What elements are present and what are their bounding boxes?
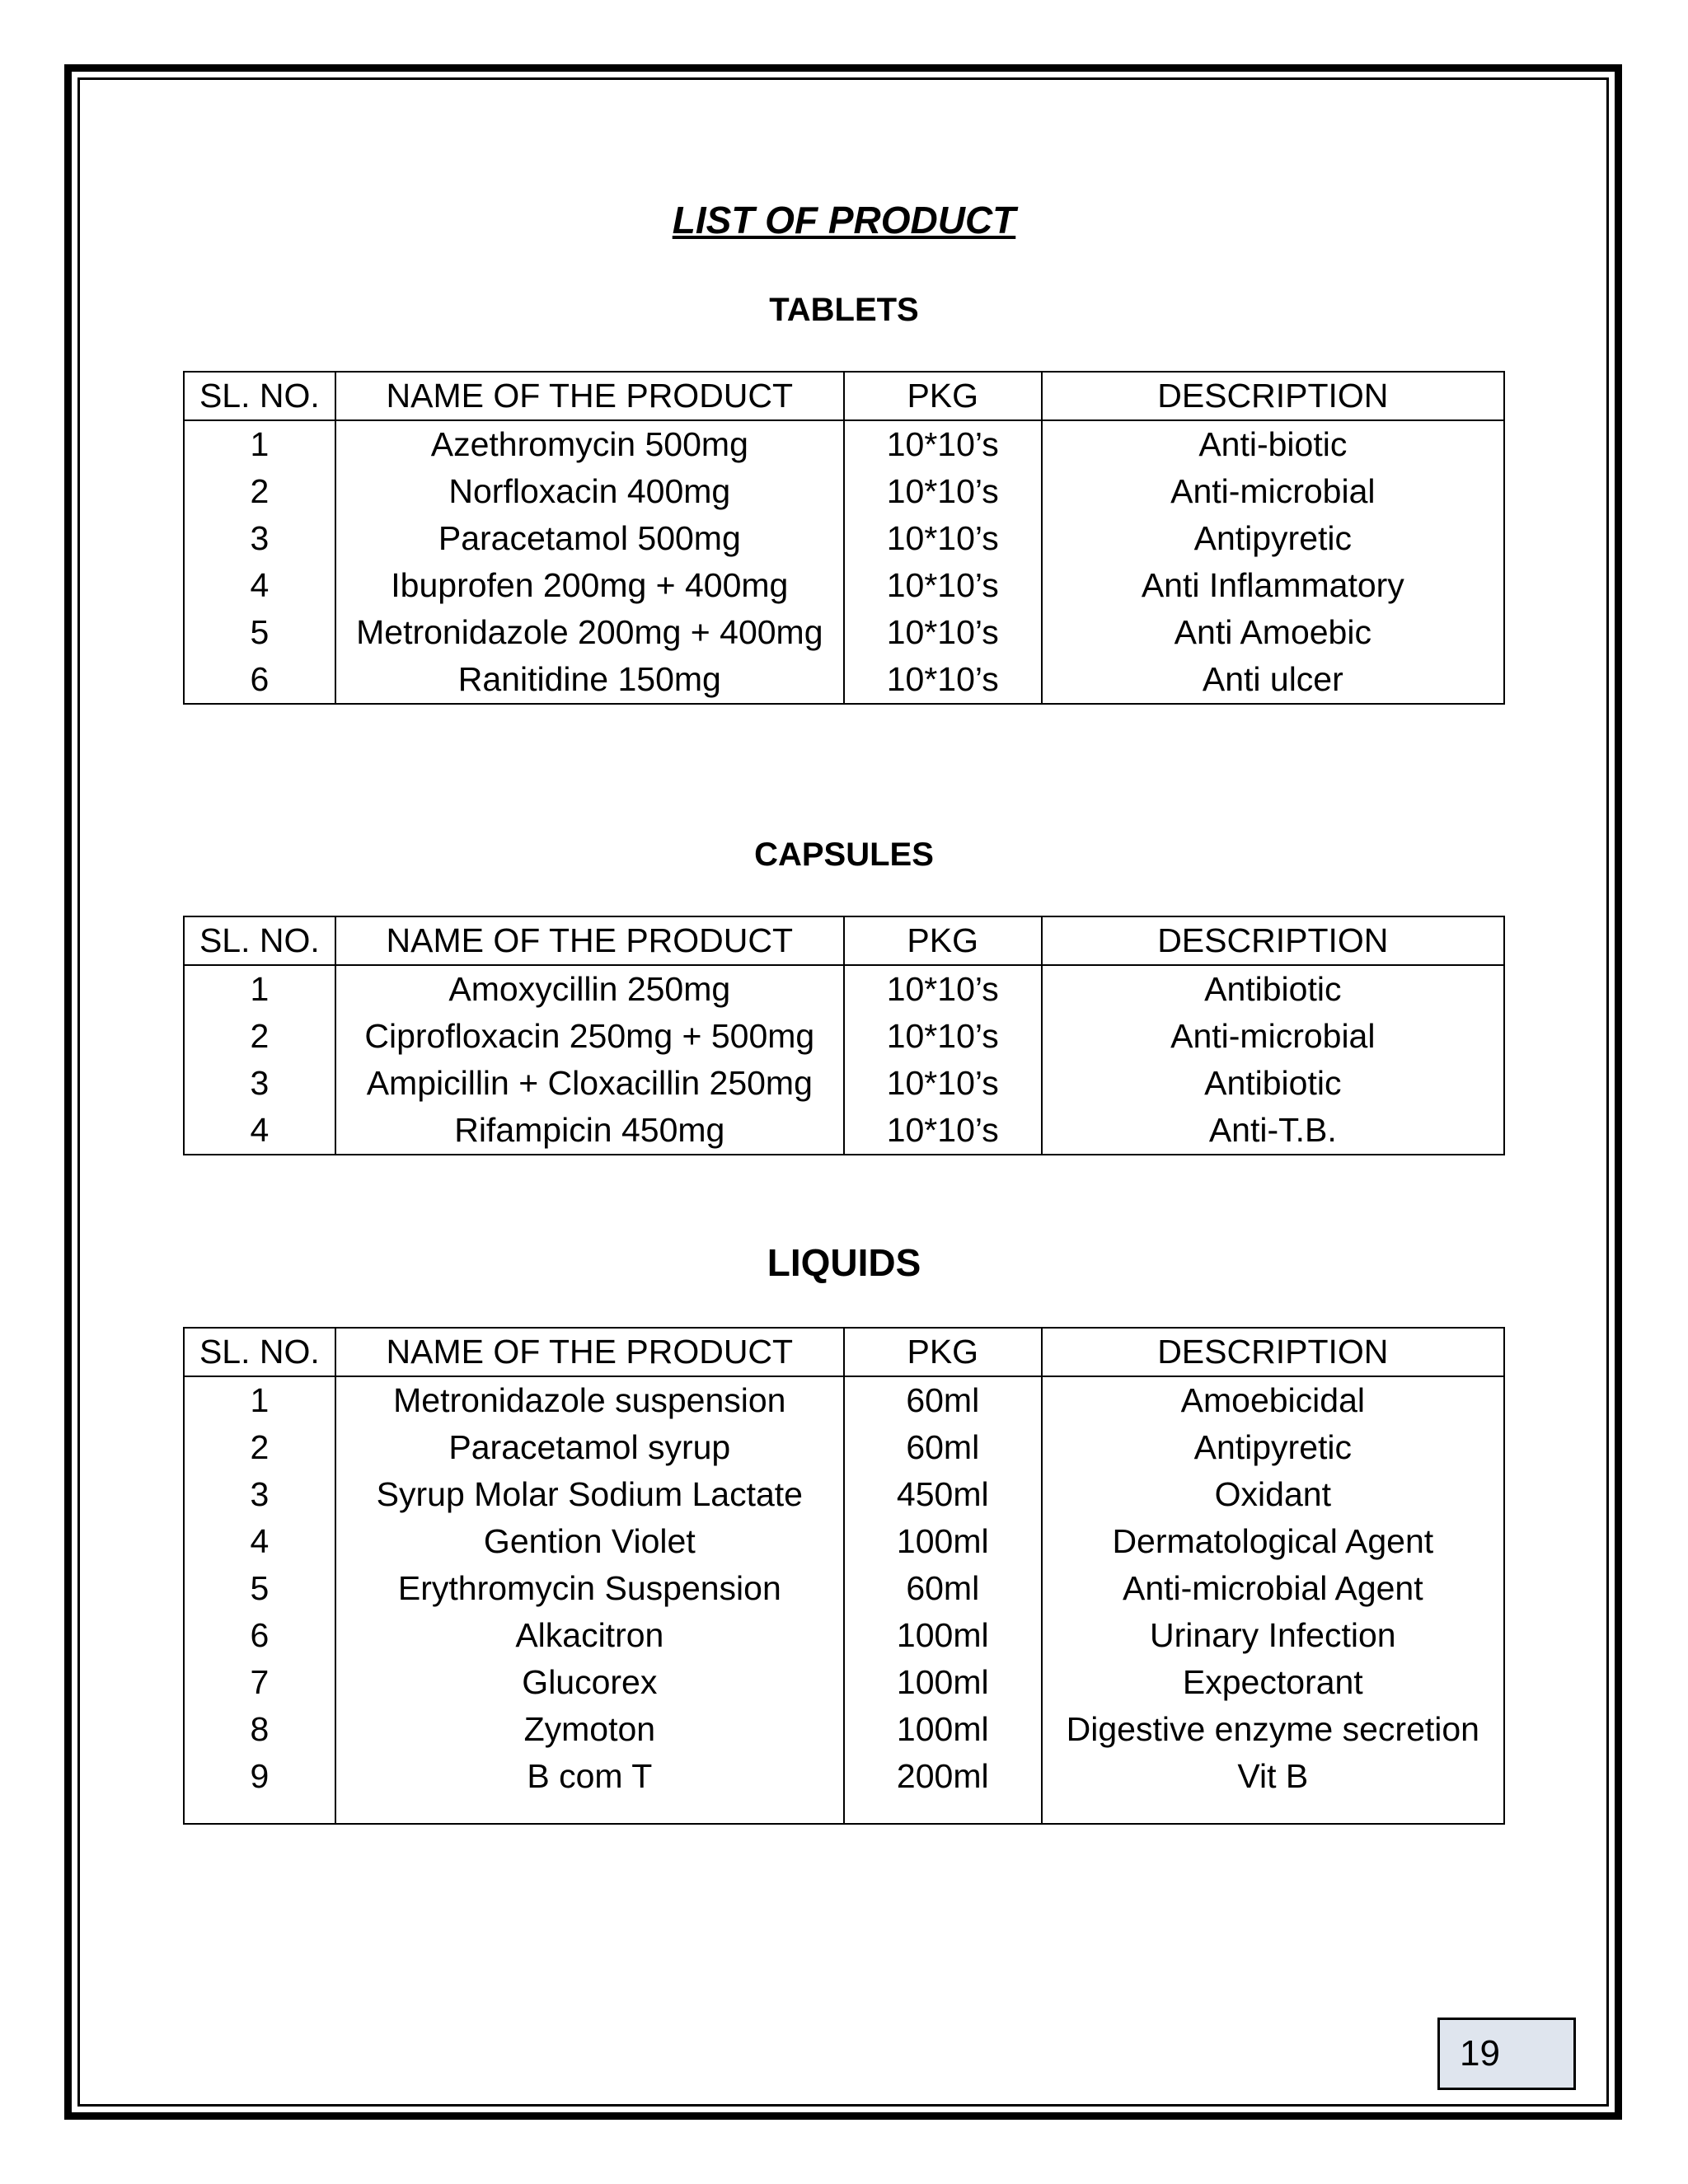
tablets-table (183, 371, 1505, 705)
sl-no-cell: 4 (184, 1107, 335, 1155)
table-row (184, 1471, 1504, 1518)
table-row (184, 515, 1504, 562)
description-cell: Anti ulcer (1042, 656, 1504, 704)
sl-no-cell: 3 (184, 515, 335, 562)
capsules-table (183, 916, 1505, 1155)
sl-no-cell: 7 (184, 1659, 335, 1706)
pkg-cell: 60ml (844, 1376, 1042, 1424)
product-name-cell: Ranitidine 150mg (335, 656, 844, 704)
table-empty-row (184, 1800, 1504, 1824)
empty-cell (844, 1800, 1042, 1824)
sl-no-cell: 2 (184, 1424, 335, 1471)
sl-no-cell: 1 (184, 420, 335, 468)
table-header-row (184, 1328, 1504, 1376)
header-product-name: NAME OF THE PRODUCT (335, 372, 844, 420)
product-name-cell: Metronidazole 200mg + 400mg (335, 609, 844, 656)
pkg-cell: 10*10’s (844, 1060, 1042, 1107)
sl-no-cell: 6 (184, 1612, 335, 1659)
pkg-cell: 10*10’s (844, 1013, 1042, 1060)
description-cell: Anti-microbial Agent (1042, 1565, 1504, 1612)
pkg-cell: 10*10’s (844, 562, 1042, 609)
pkg-cell: 10*10’s (844, 656, 1042, 704)
product-name-cell: Ibuprofen 200mg + 400mg (335, 562, 844, 609)
product-name-cell: Erythromycin Suspension (335, 1565, 844, 1612)
table-row (184, 1424, 1504, 1471)
header-description: DESCRIPTION (1042, 1328, 1504, 1376)
pkg-cell: 10*10’s (844, 1107, 1042, 1155)
pkg-cell: 100ml (844, 1706, 1042, 1753)
pkg-cell: 10*10’s (844, 468, 1042, 515)
sl-no-cell: 5 (184, 1565, 335, 1612)
header-description: DESCRIPTION (1042, 916, 1504, 965)
product-name-cell: Zymoton (335, 1706, 844, 1753)
description-cell: Digestive enzyme secretion (1042, 1706, 1504, 1753)
pkg-cell: 60ml (844, 1565, 1042, 1612)
table-row (184, 1013, 1504, 1060)
description-cell: Urinary Infection (1042, 1612, 1504, 1659)
pkg-cell: 60ml (844, 1424, 1042, 1471)
table-row (184, 1659, 1504, 1706)
table-row (184, 420, 1504, 468)
sl-no-cell: 9 (184, 1753, 335, 1800)
product-name-cell: Ampicillin + Cloxacillin 250mg (335, 1060, 844, 1107)
table-row (184, 1612, 1504, 1659)
product-name-cell: Azethromycin 500mg (335, 420, 844, 468)
sl-no-cell: 1 (184, 1376, 335, 1424)
table-row (184, 1518, 1504, 1565)
header-pkg: PKG (844, 1328, 1042, 1376)
description-cell: Antipyretic (1042, 1424, 1504, 1471)
description-cell: Anti-microbial (1042, 1013, 1504, 1060)
table-row (184, 1565, 1504, 1612)
empty-cell (184, 1800, 335, 1824)
pkg-cell: 100ml (844, 1518, 1042, 1565)
sl-no-cell: 4 (184, 562, 335, 609)
product-name-cell: Ciprofloxacin 250mg + 500mg (335, 1013, 844, 1060)
table-row (184, 1753, 1504, 1800)
product-name-cell: Paracetamol syrup (335, 1424, 844, 1471)
pkg-cell: 200ml (844, 1753, 1042, 1800)
header-pkg: PKG (844, 372, 1042, 420)
table-row (184, 1060, 1504, 1107)
pkg-cell: 10*10’s (844, 609, 1042, 656)
table-header-row (184, 372, 1504, 420)
description-cell: Anti Inflammatory (1042, 562, 1504, 609)
document-title: LIST OF PRODUCT (672, 199, 1016, 241)
sl-no-cell: 6 (184, 656, 335, 704)
empty-cell (335, 1800, 844, 1824)
table-row (184, 562, 1504, 609)
sl-no-cell: 2 (184, 468, 335, 515)
sl-no-cell: 4 (184, 1518, 335, 1565)
capsules-heading: CAPSULES (754, 837, 934, 873)
description-cell: Anti-T.B. (1042, 1107, 1504, 1155)
table-row (184, 609, 1504, 656)
description-cell: Antibiotic (1042, 965, 1504, 1013)
pkg-cell: 10*10’s (844, 965, 1042, 1013)
product-name-cell: Amoxycillin 250mg (335, 965, 844, 1013)
header-product-name: NAME OF THE PRODUCT (335, 1328, 844, 1376)
product-name-cell: Syrup Molar Sodium Lactate (335, 1471, 844, 1518)
tablets-heading: TABLETS (769, 292, 919, 328)
description-cell: Amoebicidal (1042, 1376, 1504, 1424)
table-row (184, 1376, 1504, 1424)
sl-no-cell: 1 (184, 965, 335, 1013)
table-row (184, 1107, 1504, 1155)
product-name-cell: Alkacitron (335, 1612, 844, 1659)
sl-no-cell: 2 (184, 1013, 335, 1060)
pkg-cell: 10*10’s (844, 420, 1042, 468)
description-cell: Anti-biotic (1042, 420, 1504, 468)
header-sl-no: SL. NO. (184, 916, 335, 965)
header-description: DESCRIPTION (1042, 372, 1504, 420)
sl-no-cell: 8 (184, 1706, 335, 1753)
description-cell: Dermatological Agent (1042, 1518, 1504, 1565)
description-cell: Antipyretic (1042, 515, 1504, 562)
description-cell: Expectorant (1042, 1659, 1504, 1706)
header-pkg: PKG (844, 916, 1042, 965)
description-cell: Anti Amoebic (1042, 609, 1504, 656)
header-sl-no: SL. NO. (184, 372, 335, 420)
pkg-cell: 100ml (844, 1612, 1042, 1659)
sl-no-cell: 3 (184, 1060, 335, 1107)
table-row (184, 1706, 1504, 1753)
sl-no-cell: 5 (184, 609, 335, 656)
table-row (184, 656, 1504, 704)
product-name-cell: Norfloxacin 400mg (335, 468, 844, 515)
description-cell: Vit B (1042, 1753, 1504, 1800)
description-cell: Antibiotic (1042, 1060, 1504, 1107)
product-name-cell: B com T (335, 1753, 844, 1800)
product-name-cell: Metronidazole suspension (335, 1376, 844, 1424)
product-name-cell: Rifampicin 450mg (335, 1107, 844, 1155)
sl-no-cell: 3 (184, 1471, 335, 1518)
pkg-cell: 10*10’s (844, 515, 1042, 562)
liquids-table (183, 1327, 1505, 1825)
description-cell: Oxidant (1042, 1471, 1504, 1518)
product-name-cell: Gention Violet (335, 1518, 844, 1565)
table-row (184, 468, 1504, 515)
product-name-cell: Glucorex (335, 1659, 844, 1706)
header-product-name: NAME OF THE PRODUCT (335, 916, 844, 965)
table-header-row (184, 916, 1504, 965)
header-sl-no: SL. NO. (184, 1328, 335, 1376)
empty-cell (1042, 1800, 1504, 1824)
description-cell: Anti-microbial (1042, 468, 1504, 515)
table-row (184, 965, 1504, 1013)
pkg-cell: 100ml (844, 1659, 1042, 1706)
page-number-box: 19 (1437, 2018, 1576, 2090)
pkg-cell: 450ml (844, 1471, 1042, 1518)
product-name-cell: Paracetamol 500mg (335, 515, 844, 562)
liquids-heading: LIQUIDS (767, 1241, 921, 1284)
